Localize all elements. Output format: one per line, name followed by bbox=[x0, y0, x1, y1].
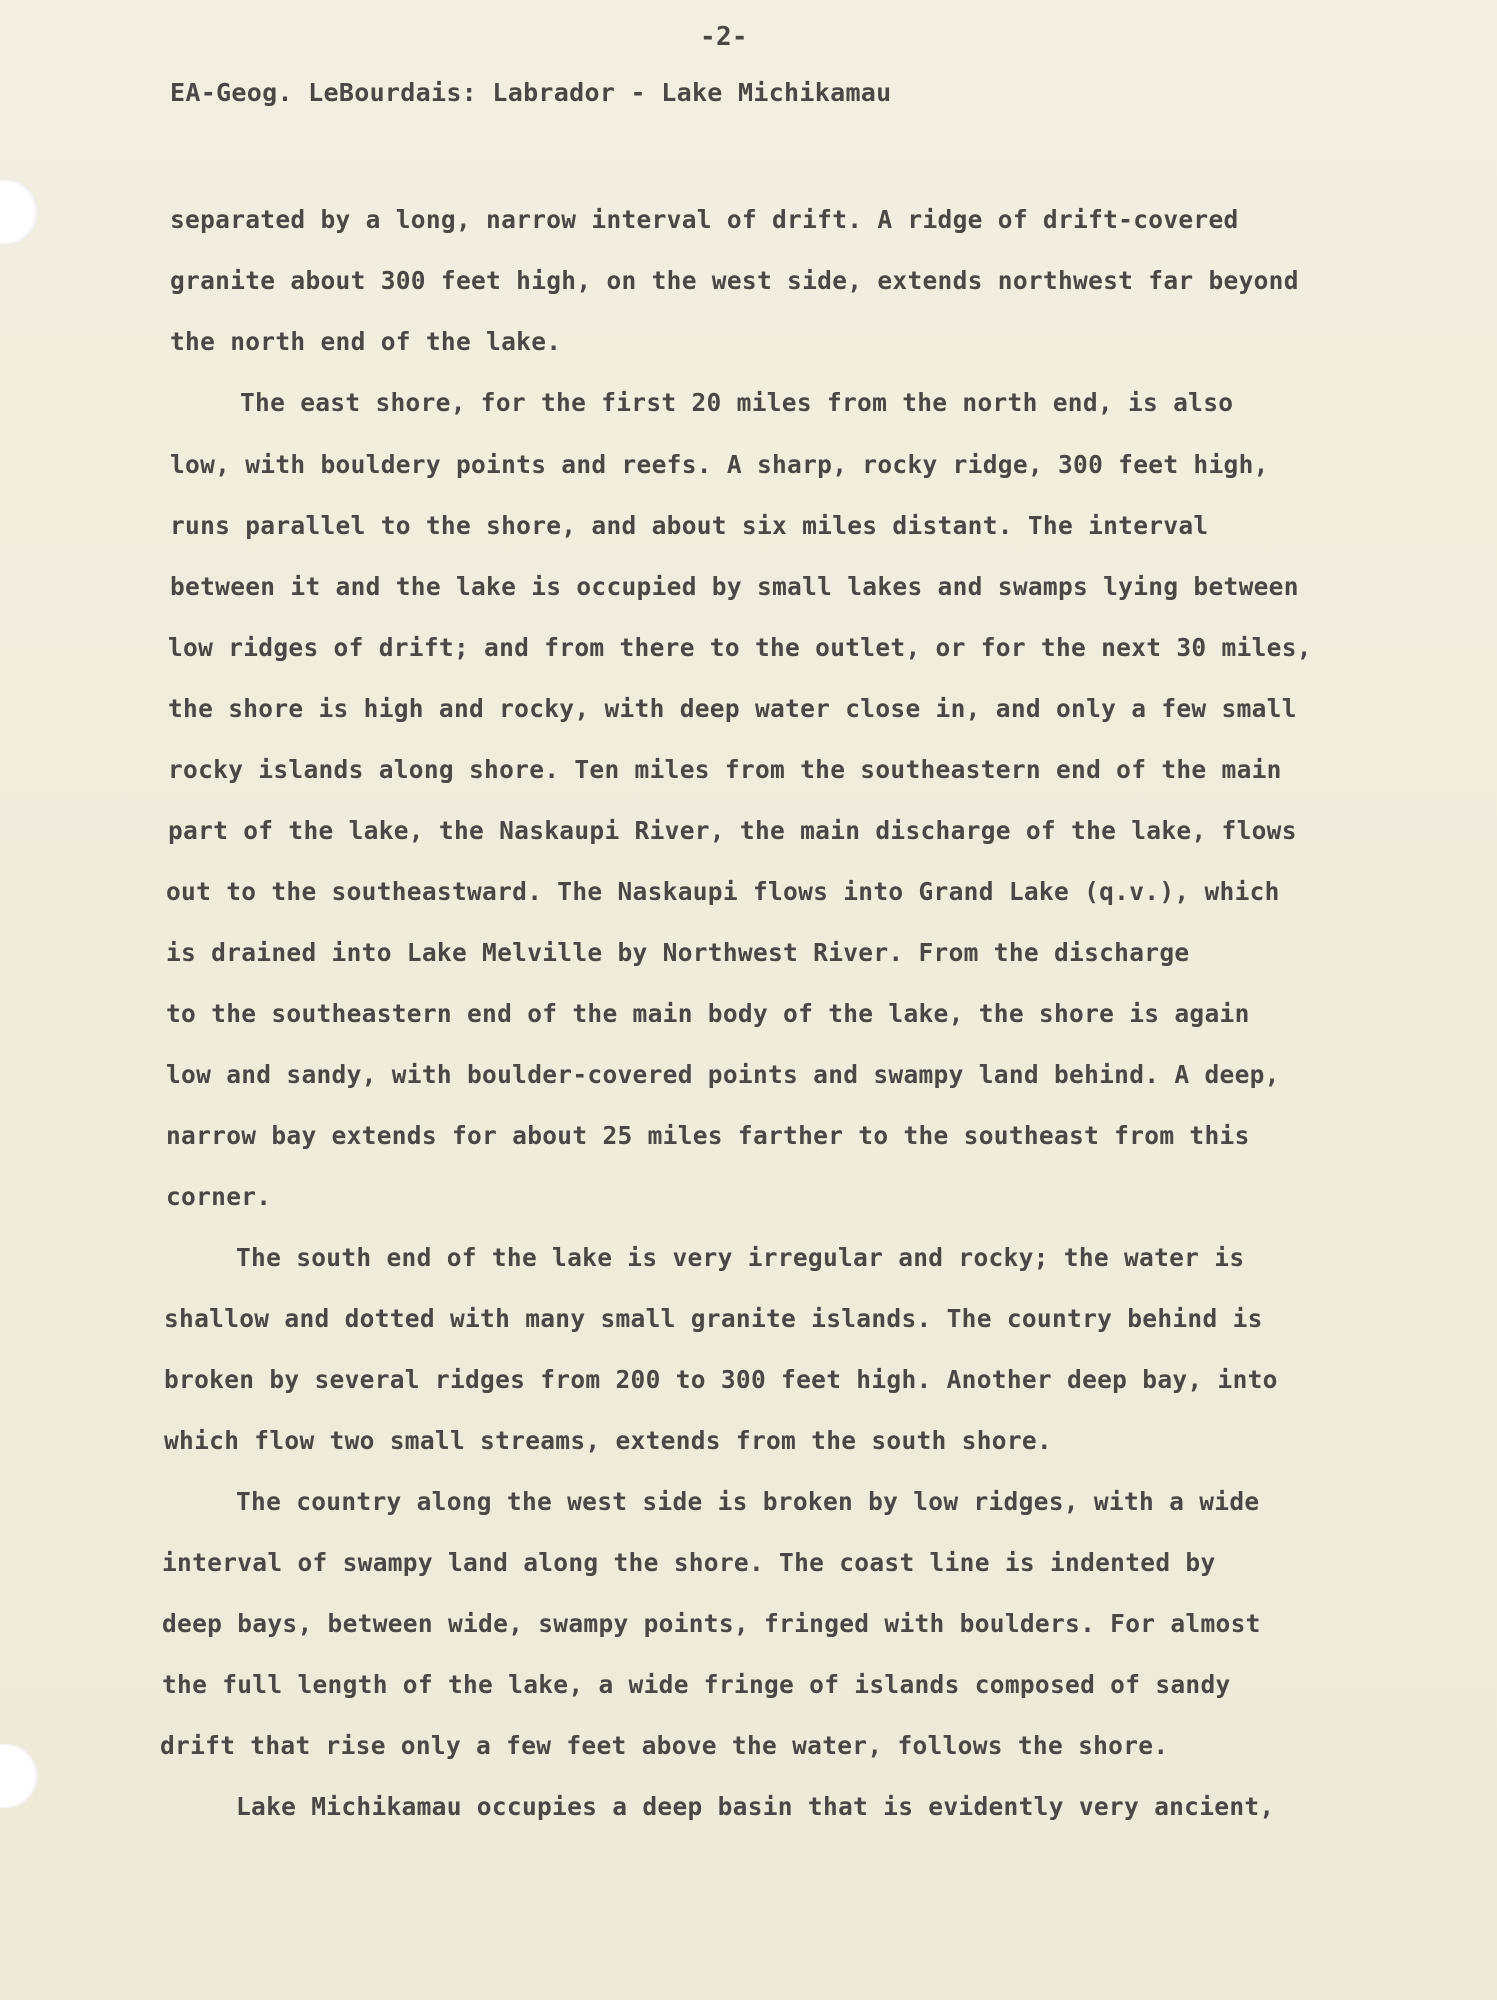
text-line: interval of swampy land along the shore. The coast line is indented by bbox=[162, 1548, 1216, 1577]
punch-hole bbox=[0, 1744, 38, 1808]
text-line: drift that rise only a few feet above the water, follows the shore. bbox=[160, 1731, 1169, 1760]
text-line: granite about 300 feet high, on the west side, extends northwest far beyond bbox=[170, 266, 1299, 295]
text-line: between it and the lake is occupied by small lakes and swamps lying between bbox=[170, 572, 1299, 601]
page-number: -2- bbox=[700, 22, 748, 52]
text-line: The east shore, for the first 20 miles from the north end, is also bbox=[240, 388, 1234, 417]
text-line: which flow two small streams, extends from the south shore. bbox=[164, 1426, 1052, 1455]
text-line: separated by a long, narrow interval of drift. A ridge of drift-covered bbox=[170, 205, 1239, 234]
text-line: narrow bay extends for about 25 miles farther to the southeast from this bbox=[166, 1121, 1250, 1150]
text-line: deep bays, between wide, swampy points, fringed with boulders. For almost bbox=[162, 1609, 1261, 1638]
text-line: is drained into Lake Melville by Northwest River. From the discharge bbox=[166, 938, 1190, 967]
text-line: runs parallel to the shore, and about six miles distant. The interval bbox=[170, 511, 1209, 540]
punch-hole bbox=[0, 180, 38, 244]
text-line: the full length of the lake, a wide fringe of islands composed of sandy bbox=[162, 1670, 1231, 1699]
text-line: to the southeastern end of the main body of the lake, the shore is again bbox=[166, 999, 1250, 1028]
text-line: out to the southeastward. The Naskaupi flows into Grand Lake (q.v.), which bbox=[166, 877, 1280, 906]
text-line: The country along the west side is broken by low ridges, with a wide bbox=[236, 1487, 1260, 1516]
text-line: The south end of the lake is very irregular and rocky; the water is bbox=[236, 1243, 1245, 1272]
text-line: Lake Michikamau occupies a deep basin that is evidently very ancient, bbox=[236, 1792, 1275, 1821]
text-line: low ridges of drift; and from there to the outlet, or for the next 30 miles, bbox=[168, 633, 1312, 662]
text-line: the north end of the lake. bbox=[170, 327, 562, 356]
text-line: the shore is high and rocky, with deep water close in, and only a few small bbox=[168, 694, 1297, 723]
text-line: rocky islands along shore. Ten miles from the southeastern end of the main bbox=[168, 755, 1282, 784]
text-line: part of the lake, the Naskaupi River, the main discharge of the lake, flows bbox=[168, 816, 1297, 845]
text-line: low and sandy, with boulder-covered points and swampy land behind. A deep, bbox=[166, 1060, 1280, 1089]
text-line: broken by several ridges from 200 to 300 feet high. Another deep bay, into bbox=[164, 1365, 1278, 1394]
text-line: low, with bouldery points and reefs. A sharp, rocky ridge, 300 feet high, bbox=[170, 450, 1269, 479]
text-line: shallow and dotted with many small granite islands. The country behind is bbox=[164, 1304, 1263, 1333]
document-header: EA-Geog. LeBourdais: Labrador - Lake Michikamau bbox=[170, 78, 892, 107]
text-line: corner. bbox=[166, 1182, 272, 1211]
